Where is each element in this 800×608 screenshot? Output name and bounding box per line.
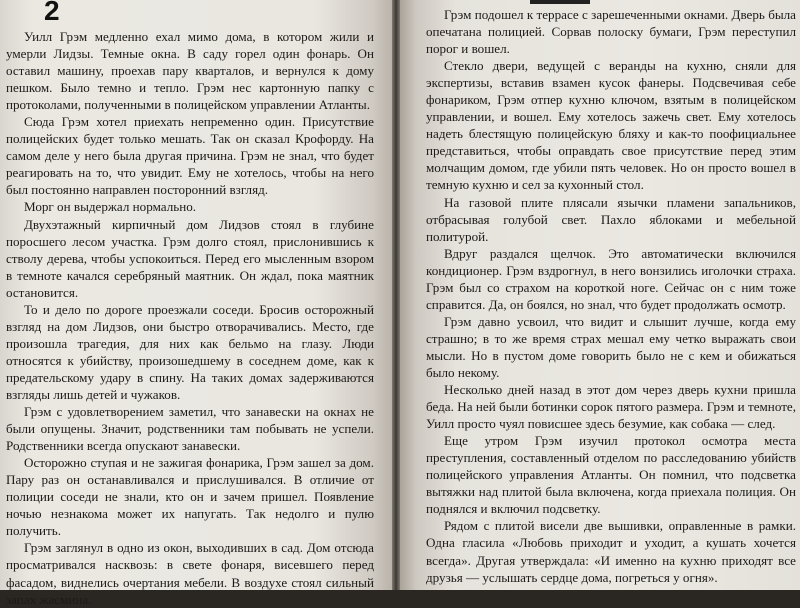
paragraph: Еще утром Грэм изучил протокол осмотра места преступления, составленный отделом по расследованию убийств полицейского управления Атланты. Он помнил, что подсветка вытяжки над плитой была включена, когда приехала полиция. Он поднялся и включил подсветку. [426, 433, 796, 517]
right-page-text [426, 6, 796, 586]
paragraph: Грэм заглянул в одно из окон, выходивших в сад. Дом отсюда просматривался насквозь: в свете фонаря, висевшего перед фасадом, виднелись очертания мебели. В воздухе стоял сильный запах жасмина. [6, 540, 374, 607]
paragraph: Морг он выдержал нормально. [24, 199, 197, 215]
paragraph: Рядом с плитой висели две вышивки, оправленные в рамки. Одна гласила «Любовь приходит и уходит, а кушать хочется всегда». Другая утверждала: «И именно на кухню приходят все друзья — услышать сердце дома, погреться у огня». [426, 518, 796, 585]
paragraph: Вдруг раздался щелчок. Это автоматически включился кондиционер. Грэм вздрогнул, в него вонзились иголочки страха. Грэм был со страхом на короткой ноге. Сейчас он с ним тоже справится. Да, он боялся, но знал, что будет продолжать осмотр. [426, 245, 796, 312]
paragraph: Уилл Грэм медленно ехал мимо дома, в котором жили и умерли Лидзы. Темные окна. В саду горел один фонарь. Он оставил машину, проехав пару кварталов, и вернулся к дому пешком. Было темно и тепло. Грэм нес картонную папку с протоколами, полученными в полицейском управлении Атланты. [6, 29, 374, 113]
paragraph: Грэм давно усвоил, что видит и слышит лучше, когда ему страшно; в то же время страх мешал ему четко выражать свои мысли. Но в пустом доме говорить было не с кем и обижаться было некому. [426, 313, 796, 380]
book-gutter [392, 0, 400, 590]
right-page [400, 0, 800, 590]
left-page-text [6, 28, 374, 608]
chapter-number: 2 [44, 0, 60, 26]
header-rule [530, 0, 590, 4]
paragraph: Стекло двери, ведущей с веранды на кухню, сняли для экспертизы, вставив взамен кусок фанеры. Подсвечивая себе фонариком, Грэм отпер кухню ключом, взятым в полицейском управлении, и вошел. Ему хотелось зажечь свет. Ему хотелось надеть блестящую полицейскую бляху и как-то поофициальнее представиться, чтобы оправдать свое присутствие перед этим молчащим домом, где убили пять человек. Но он просто вошел в темную кухню и сел за кухонный стол. [426, 58, 796, 193]
paragraph: То и дело по дороге проезжали соседи. Бросив осторожный взгляд на дом Лидзов, они быстро отворачивались. Место, где произошла трагедия, для них как бельмо на глазу. Люди относятся к убийству, произошедшему в соседнем доме, как к предательскому удару в спину. На таких домах задерживаются взгляды лишь детей и чужаков. [6, 301, 374, 402]
paragraph: На газовой плите плясали язычки пламени запальников, отбрасывая голубой свет. Пахло яблоками и мебельной политурой. [426, 194, 796, 244]
paragraph: Осторожно ступая и не зажигая фонарика, Грэм зашел за дом. Пару раз он останавливался и прислушивался. В отличие от полиции соседи не знали, кто он и зачем пришел. Появление ночью незнакома может их напугать. Так недолго и пулю получить. [6, 455, 374, 539]
left-page [0, 0, 392, 607]
paragraph: Грэм подошел к террасе с зарешеченными окнами. Дверь была опечатана полицией. Сорвав полоску бумаги, Грэм переступил порог и вошел. [426, 7, 796, 57]
paragraph: Сюда Грэм хотел приехать непременно один. Присутствие полицейских будет только мешать. Так он сказал Крофорду. На самом деле у него была другая причина. Грэм не знал, что будет реагировать на то, что увидит. Ему не хотелось, чтобы на него был постоянно направлен посторонний взгляд. [6, 114, 374, 198]
paragraph: Двухэтажный кирпичный дом Лидзов стоял в глубине поросшего лесом участка. Грэм долго стоял, прислонившись к стволу дерева, чтобы успокоиться. Перед его мысленным взором в темноте качался серебряный маятник. Он ждал, пока маятник остановится. [6, 216, 374, 300]
paragraph: Несколько дней назад в этот дом через дверь кухни пришла беда. На ней были ботинки сорок пятого размера. Грэм и темноте, Уилл просто чуял повисшее здесь безумие, как собака — след. [426, 382, 796, 432]
paragraph: Грэм с удовлетворением заметил, что занавески на окнах не были опущены. Значит, родственники там побывать не успели. Родственники всегда опускают занавески. [6, 404, 374, 454]
